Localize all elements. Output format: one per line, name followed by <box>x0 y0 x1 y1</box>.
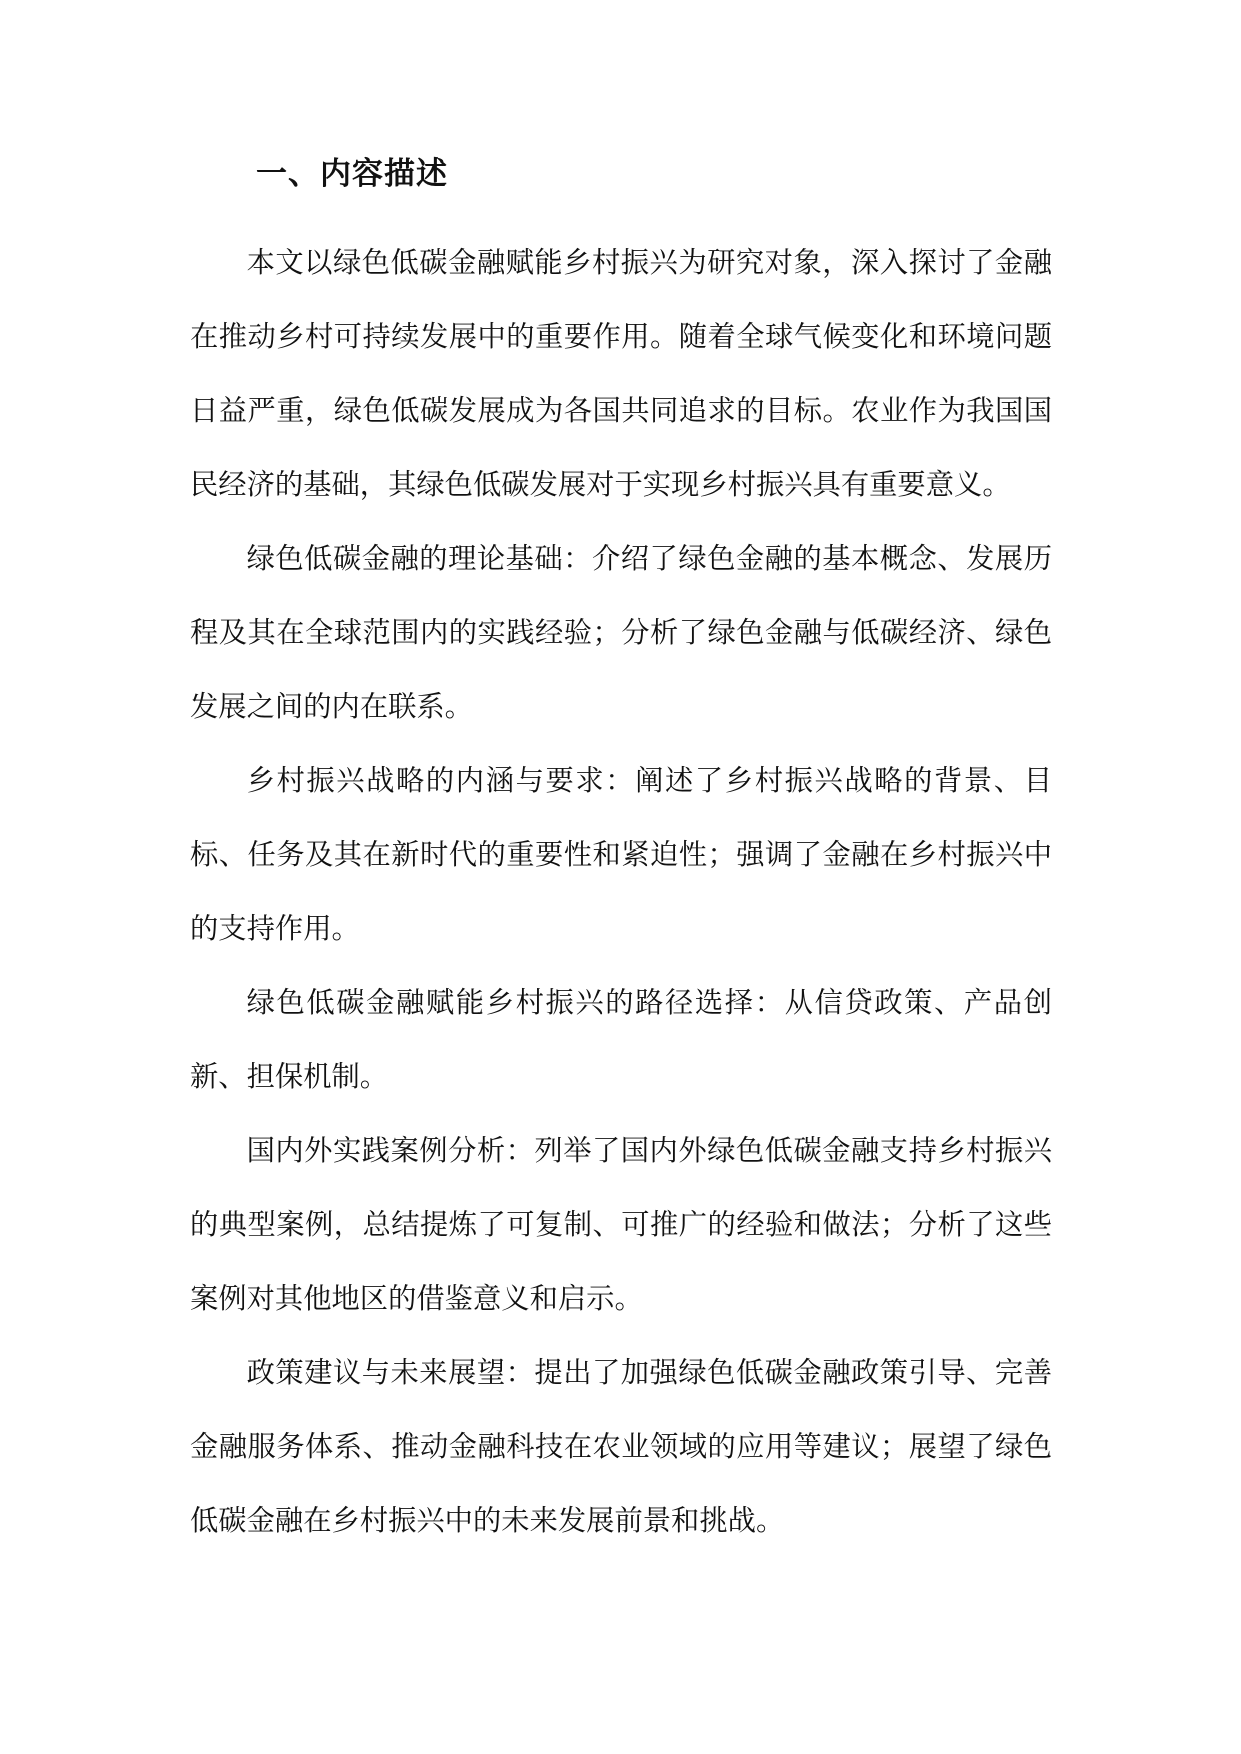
document-body <box>190 226 1052 1558</box>
paragraph-case-analysis: 国内外实践案例分析：列举了国内外绿色低碳金融支持乡村振兴的典型案例，总结提炼了可复制、可推广的经验和做法；分析了这些案例对其他地区的借鉴意义和启示。 <box>190 1134 1052 1315</box>
paragraph-introduction: 本文以绿色低碳金融赋能乡村振兴为研究对象，深入探讨了金融在推动乡村可持续发展中的重要作用。随着全球气候变化和环境问题日益严重，绿色低碳发展成为各国共同追求的目标。农业作为我国国民经济的基础，其绿色低碳发展对于实现乡村振兴具有重要意义。 <box>190 246 1052 501</box>
section-heading: 一、内容描述 <box>256 156 448 192</box>
paragraph-revitalization-strategy: 乡村振兴战略的内涵与要求：阐述了乡村振兴战略的背景、目标、任务及其在新时代的重要性和紧迫性；强调了金融在乡村振兴中的支持作用。 <box>190 764 1052 945</box>
paragraph-policy-outlook: 政策建议与未来展望：提出了加强绿色低碳金融政策引导、完善金融服务体系、推动金融科技在农业领域的应用等建议；展望了绿色低碳金融在乡村振兴中的未来发展前景和挑战。 <box>190 1356 1052 1537</box>
paragraph-theoretical-basis: 绿色低碳金融的理论基础：介绍了绿色金融的基本概念、发展历程及其在全球范围内的实践经验；分析了绿色金融与低碳经济、绿色发展之间的内在联系。 <box>190 542 1052 723</box>
paragraph-path-selection: 绿色低碳金融赋能乡村振兴的路径选择：从信贷政策、产品创新、担保机制。 <box>190 986 1052 1093</box>
